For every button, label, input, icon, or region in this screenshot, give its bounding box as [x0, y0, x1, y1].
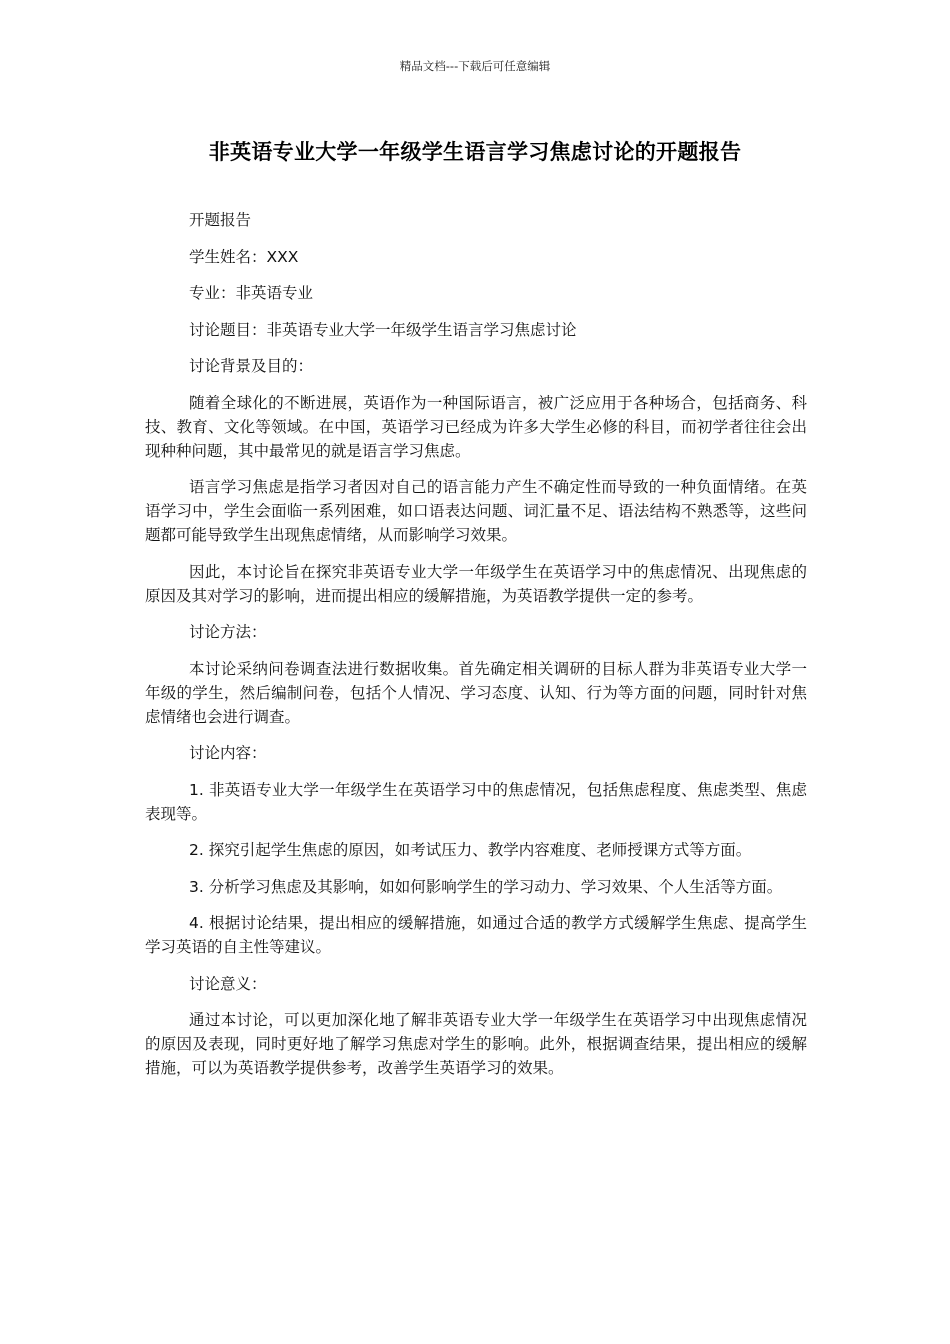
paragraph-method: 本讨论采纳问卷调查法进行数据收集。首先确定相关调研的目标人群为非英语专业大学一年级的学生，然后编制问卷，包括个人情况、学习态度、认知、行为等方面的问题，同时针对焦虑情绪也会进行调查。 — [145, 659, 807, 726]
list-item-content-3: 3. 分析学习焦虑及其影响，如如何影响学生的学习动力、学习效果、个人生活等方面。 — [189, 877, 783, 896]
paragraph-significance: 通过本讨论，可以更加深化地了解非英语专业大学一年级学生在英语学习中出现焦虑情况的原因及表现，同时更好地了解学习焦虑对学生的影响。此外，根据调查结果，提出相应的缓解措施，可以为英语教学提供参考，改善学生英语学习的效果。 — [145, 1011, 807, 1077]
document-body — [145, 208, 807, 1093]
list-item-content-4: 4. 根据讨论结果，提出相应的缓解措施，如通过合适的教学方式缓解学生焦虑、提高学生学习英语的自主性等建议。 — [145, 914, 807, 956]
paragraph-background-1: 随着全球化的不断进展，英语作为一种国际语言，被广泛应用于各种场合，包括商务、科技、教育、文化等领域。在中国，英语学习已经成为许多大学生必修的科目，而初学者往往会出现种种问题，其中最常见的就是语言学习焦虑。 — [145, 393, 807, 460]
heading-significance: 讨论意义： — [189, 974, 267, 993]
document-title: 非英语专业大学一年级学生语言学习焦虑讨论的开题报告 — [208, 140, 742, 164]
list-item-content-1: 1. 非英语专业大学一年级学生在英语学习中的焦虑情况，包括焦虑程度、焦虑类型、焦虑表现等。 — [145, 780, 807, 823]
paragraph-background-3: 因此，本讨论旨在探究非英语专业大学一年级学生在英语学习中的焦虑情况、出现焦虑的原因及其对学习的影响，进而提出相应的缓解措施，为英语教学提供一定的参考。 — [145, 562, 807, 605]
heading-content: 讨论内容： — [189, 744, 267, 762]
paragraph-background-2: 语言学习焦虑是指学习者因对自己的语言能力产生不确定性而导致的一种负面情绪。在英语学习中，学生会面临一系列困难，如口语表达问题、词汇量不足、语法结构不熟悉等，这些问题都可能导致学生出现焦虑情绪，从而影响学习效果。 — [145, 478, 807, 544]
heading-method: 讨论方法： — [189, 623, 267, 641]
header-note: 精品文档---下载后可任意编辑 — [399, 59, 551, 73]
paragraph-student-name: 学生姓名：XXX — [189, 247, 299, 266]
paragraph-topic: 讨论题目：非英语专业大学一年级学生语言学习焦虑讨论 — [189, 320, 577, 339]
list-item-content-2: 2. 探究引起学生焦虑的原因，如考试压力、教学内容难度、老师授课方式等方面。 — [189, 841, 752, 859]
paragraph-report-label: 开题报告 — [189, 211, 252, 229]
paragraph-major: 专业：非英语专业 — [189, 284, 314, 302]
heading-background: 讨论背景及目的： — [189, 357, 314, 375]
